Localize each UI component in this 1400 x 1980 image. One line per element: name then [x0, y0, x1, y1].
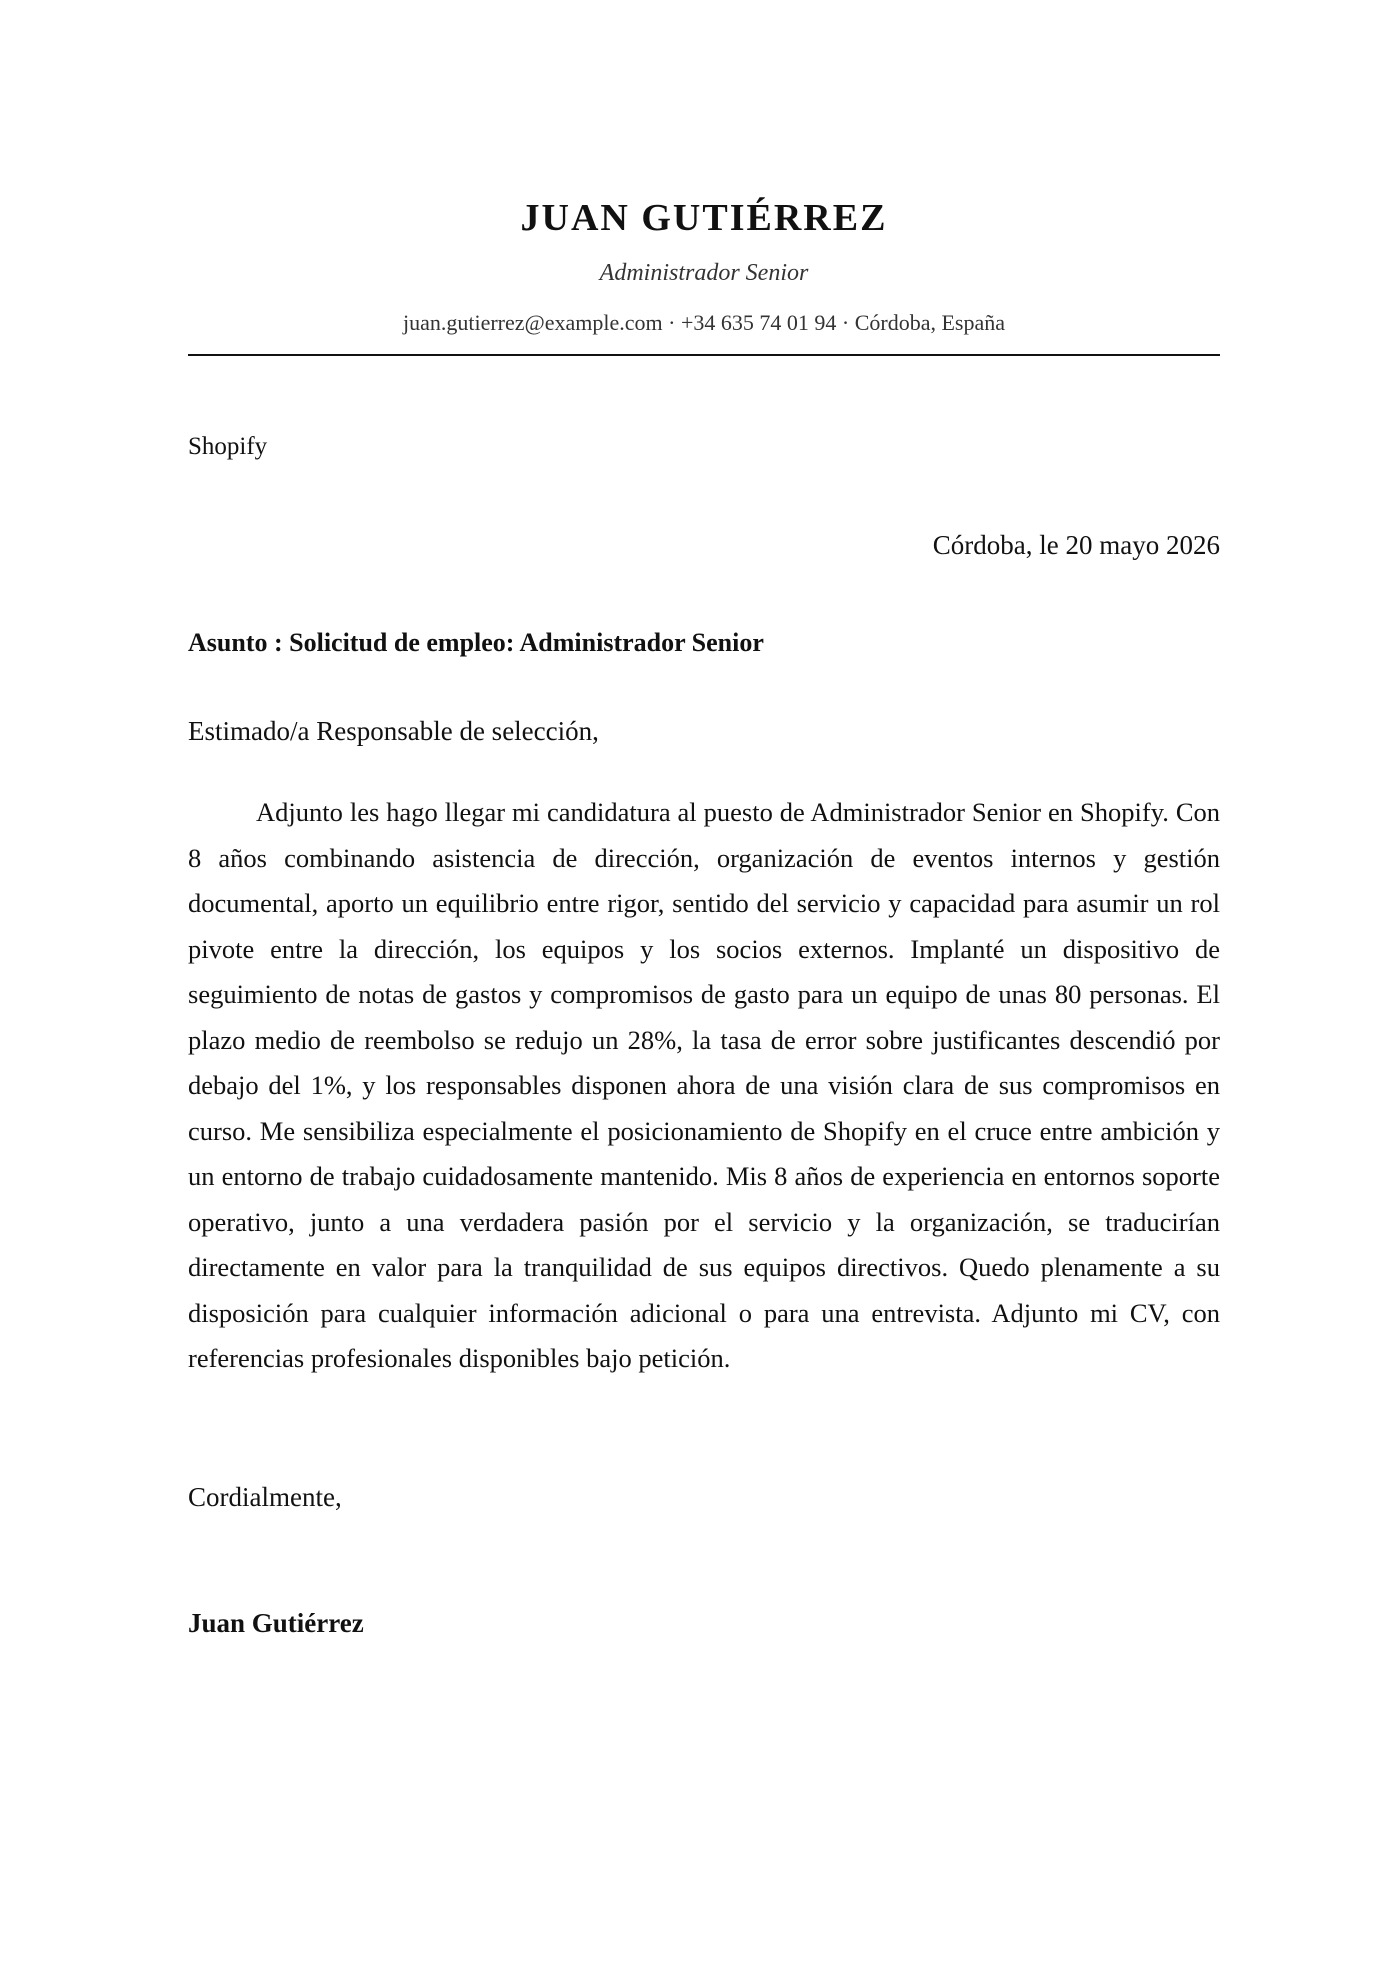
letter-closing: Cordialmente,	[188, 1482, 342, 1512]
recipient-company: Shopify	[188, 433, 268, 460]
cover-letter-page	[188, 0, 1220, 1638]
letter-date: Córdoba, le 20 mayo 2026	[932, 530, 1220, 560]
letter-greeting: Estimado/a Responsable de selección,	[188, 716, 599, 746]
letter-signature: Juan Gutiérrez	[188, 1608, 364, 1638]
letter-header	[188, 0, 1220, 356]
sender-name: JUAN GUTIÉRREZ	[520, 197, 888, 239]
letter-body-paragraph: Adjunto les hago llegar mi candidatura al puesto de Administrador Senior en Shopify. Con 8 años combinando asistencia de dirección, organización de eventos internos y gestión documental, aporto un equilibrio entre rigor, sentido del servicio y capacidad para asumir un rol pivote entre la dirección, los equipos y los socios externos. Implanté un dispositivo de seguimiento de notas de gastos y compromisos de gasto para un equipo de unas 80 personas. El plazo medio de reembolso se redujo un 28%, la tasa de error sobre justificantes descendió por debajo del 1%, y los responsables disponen ahora de una visión clara de sus compromisos en curso. Me sensibiliza especialmente el posicionamiento de Shopify en el cruce entre ambición y un entorno de trabajo cuidadosamente mantenido. Mis 8 años de experiencia en entornos soporte operativo, junto a una verdadera pasión por el servicio y la organización, se traducirían directamente en valor para la tranquilidad de sus equipos directivos. Quedo plenamente a su disposición para cualquier información adicional o para una entrevista. Adjunto mi CV, con referencias profesionales disponibles bajo petición.	[188, 797, 1220, 1373]
letter-subject: Asunto : Solicitud de empleo: Administrador Senior	[188, 628, 764, 657]
sender-contact-line: juan.gutierrez@example.com · +34 635 74 01 94 · Córdoba, España	[402, 310, 1006, 335]
header-divider	[188, 354, 1220, 356]
sender-title: Administrador Senior	[599, 260, 809, 286]
